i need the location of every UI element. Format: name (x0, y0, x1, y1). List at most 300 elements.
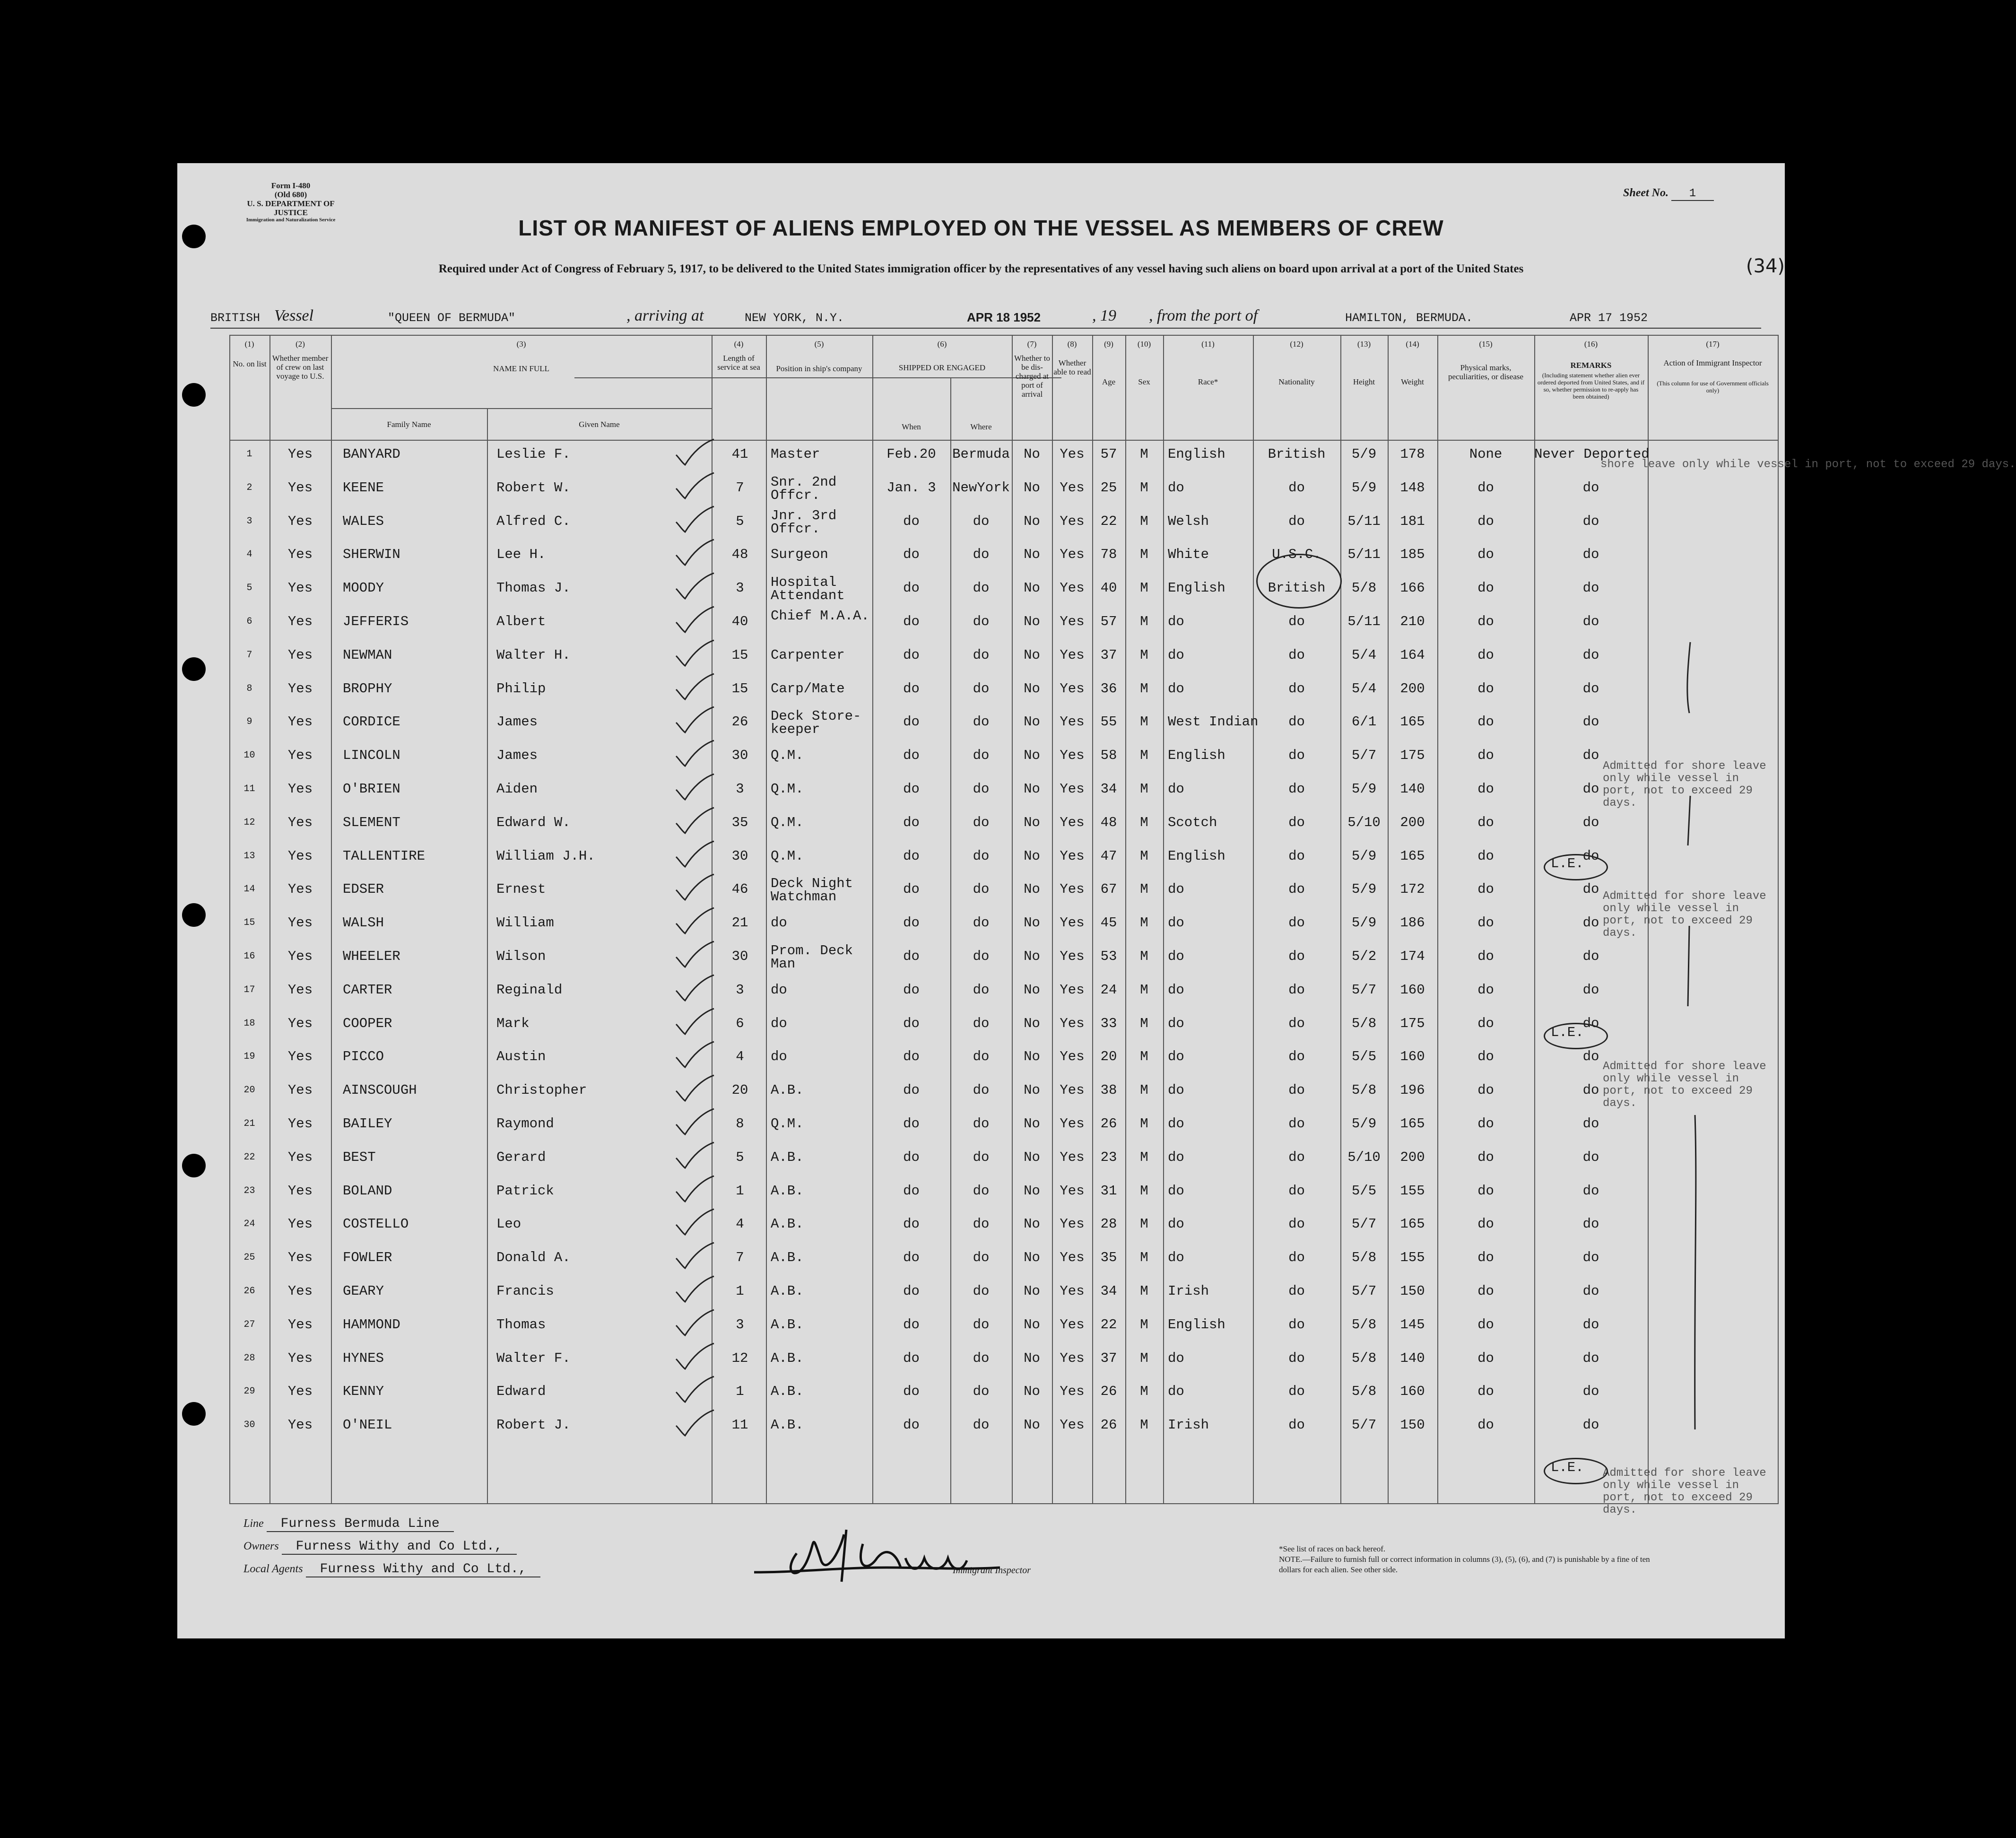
cell-remarks: do (1582, 1015, 1599, 1031)
cell-when: do (903, 1316, 920, 1333)
cell-no: 30 (243, 1420, 255, 1431)
cell-when: do (903, 1049, 920, 1065)
cell-family: HAMMOND (343, 1316, 400, 1333)
cell-read: Yes (1060, 1049, 1085, 1065)
cell-sex: M (1140, 781, 1148, 797)
agents-label: Local Agents (243, 1563, 303, 1575)
cell-position: Hospital Attendant (771, 575, 845, 604)
cell-read: Yes (1060, 1149, 1085, 1165)
cell-height: 5/9 (1351, 848, 1377, 864)
cell-when: do (903, 1216, 920, 1232)
cell-read: Yes (1060, 647, 1085, 663)
le-mark: L.E. (1551, 1025, 1584, 1040)
cell-when: do (903, 580, 920, 596)
cell-nationality: British (1268, 580, 1326, 596)
cell-weight: 175 (1400, 1015, 1425, 1031)
cell-race: do (1168, 1183, 1184, 1199)
cell-position: do (771, 915, 787, 931)
cell-service: 1 (736, 1183, 744, 1199)
cell-family: PICCO (343, 1049, 384, 1065)
cell-age: 57 (1100, 614, 1117, 629)
cell-family: JEFFERIS (343, 614, 409, 629)
cell-discharged: No (1024, 848, 1040, 864)
cell-family: SLEMENT (343, 814, 400, 830)
cell-discharged: No (1024, 580, 1040, 596)
cell-given: Edward W. (496, 814, 571, 830)
cell-sex: M (1140, 1250, 1148, 1266)
cell-physical: do (1477, 647, 1494, 663)
cell-sex: M (1140, 580, 1148, 596)
col-num: (17) (1706, 340, 1720, 348)
cell-member: Yes (287, 1316, 313, 1333)
cell-no: 23 (243, 1185, 255, 1196)
cell-where: do (973, 714, 990, 730)
cell-race: do (1168, 614, 1184, 629)
cell-member: Yes (287, 1384, 313, 1400)
cell-sex: M (1140, 1216, 1148, 1232)
cell-no: 15 (243, 917, 255, 929)
cell-remarks: do (1582, 614, 1599, 629)
cell-family: HYNES (343, 1350, 384, 1366)
cell-given: Robert W. (496, 479, 571, 496)
cell-member: Yes (287, 1417, 313, 1433)
cell-member: Yes (287, 1116, 313, 1132)
cell-family: BANYARD (343, 446, 400, 462)
cell-when: do (903, 1250, 920, 1266)
cell-where: do (973, 982, 990, 998)
cell-service: 5 (736, 513, 744, 529)
pen-marks (229, 335, 1778, 1504)
cell-when: do (903, 1015, 920, 1031)
col-num: (13) (1357, 340, 1371, 348)
cell-height: 5/11 (1347, 614, 1381, 629)
cell-where: do (973, 814, 990, 830)
cell-where: do (973, 647, 990, 663)
cell-sex: M (1140, 714, 1148, 730)
cell-family: WHEELER (343, 949, 400, 964)
cell-physical: do (1477, 1049, 1494, 1065)
cell-given: Thomas J. (496, 580, 571, 596)
cell-weight: 196 (1400, 1082, 1425, 1098)
vessel-name: "QUEEN OF BERMUDA" (388, 311, 516, 325)
footer-line (243, 1516, 454, 1531)
cell-sex: M (1140, 1350, 1148, 1366)
departure-date: APR 17 1952 (1570, 311, 1648, 325)
cell-age: 38 (1100, 1082, 1117, 1098)
cell-when: do (903, 1183, 920, 1199)
cell-service: 15 (731, 680, 748, 697)
cell-weight: 160 (1400, 1049, 1425, 1065)
cell-nationality: do (1288, 1082, 1305, 1098)
cell-race: do (1168, 915, 1184, 931)
cell-position: A.B. (771, 1082, 804, 1098)
cell-position: do (771, 1015, 787, 1031)
cell-height: 5/8 (1351, 1250, 1377, 1266)
col-num: (6) (937, 340, 947, 348)
cell-no: 24 (243, 1219, 255, 1230)
cell-nationality: British (1268, 446, 1326, 462)
cell-read: Yes (1060, 748, 1085, 764)
cell-position: Chief M.A.A. (771, 608, 869, 624)
cell-age: 34 (1100, 781, 1117, 797)
cell-read: Yes (1060, 446, 1085, 462)
cell-nationality: do (1288, 1015, 1305, 1031)
cell-sex: M (1140, 748, 1148, 764)
cell-nationality: do (1288, 1350, 1305, 1366)
cell-race: English (1168, 580, 1225, 596)
header-height: Height (1353, 377, 1375, 386)
cell-read: Yes (1060, 614, 1085, 629)
cell-service: 3 (736, 580, 744, 596)
cell-sex: M (1140, 949, 1148, 964)
cell-when: do (903, 915, 920, 931)
cell-weight: 164 (1400, 647, 1425, 663)
cell-family: CORDICE (343, 714, 400, 730)
cell-nationality: do (1288, 748, 1305, 764)
cell-nationality: do (1288, 647, 1305, 663)
cell-height: 5/8 (1351, 1350, 1377, 1366)
cell-position: do (771, 982, 787, 998)
cell-no: 5 (246, 583, 252, 594)
le-mark: L.E. (1551, 1460, 1584, 1475)
cell-height: 5/8 (1351, 1082, 1377, 1098)
cell-family: MOODY (343, 580, 384, 596)
cell-given: Ernest (496, 881, 546, 897)
departure-port: HAMILTON, BERMUDA. (1345, 311, 1473, 325)
cell-height: 5/9 (1351, 1116, 1377, 1132)
cell-no: 14 (243, 884, 255, 895)
cell-nationality: do (1288, 781, 1305, 797)
cell-when: do (903, 848, 920, 864)
cell-when: do (903, 1082, 920, 1098)
cell-read: Yes (1060, 1015, 1085, 1031)
cell-service: 7 (736, 1250, 744, 1266)
cell-read: Yes (1060, 1350, 1085, 1366)
col-num: (5) (814, 340, 824, 348)
cell-given: Edward (496, 1384, 546, 1400)
cell-weight: 185 (1400, 547, 1425, 563)
cell-given: William (496, 915, 554, 931)
cell-nationality: do (1288, 1183, 1305, 1199)
cell-read: Yes (1060, 1250, 1085, 1266)
cell-race: do (1168, 647, 1184, 663)
cell-given: Reginald (496, 982, 563, 998)
cell-height: 5/9 (1351, 781, 1377, 797)
cell-race: English (1168, 1316, 1225, 1333)
cell-nationality: do (1288, 714, 1305, 730)
cell-where: do (973, 1015, 990, 1031)
cell-service: 12 (731, 1350, 748, 1366)
cell-remarks: do (1582, 714, 1599, 730)
form-number: Form I-480 (271, 181, 311, 190)
cell-read: Yes (1060, 1316, 1085, 1333)
cell-weight: 178 (1400, 446, 1425, 462)
document-subtitle: Required under Act of Congress of February 5, 1917, to be delivered to the United States immigration officer by the representatives of any vessel having such aliens on board upon arrival at a port of the United States (438, 262, 1524, 275)
cell-service: 41 (731, 446, 748, 462)
cell-age: 28 (1100, 1216, 1117, 1232)
cell-read: Yes (1060, 479, 1085, 496)
cell-height: 5/11 (1347, 513, 1381, 529)
cell-read: Yes (1060, 1384, 1085, 1400)
footer-notes (1279, 1544, 1671, 1575)
cell-physical: do (1477, 479, 1494, 496)
cell-race: do (1168, 680, 1184, 697)
cell-service: 4 (736, 1049, 744, 1065)
cell-read: Yes (1060, 547, 1085, 563)
cell-race: West Indian (1168, 714, 1259, 730)
cell-age: 34 (1100, 1283, 1117, 1299)
cell-physical: do (1477, 1149, 1494, 1165)
cell-member: Yes (287, 614, 313, 629)
cell-height: 5/7 (1351, 982, 1377, 998)
cell-given: Alfred C. (496, 513, 571, 529)
cell-sex: M (1140, 915, 1148, 931)
cell-position: Q.M. (771, 1116, 804, 1132)
cell-height: 5/8 (1351, 580, 1377, 596)
header-weight: Weight (1401, 377, 1424, 386)
cell-discharged: No (1024, 1250, 1040, 1266)
cell-no: 12 (243, 817, 255, 828)
cell-nationality: do (1288, 1283, 1305, 1299)
cell-service: 21 (731, 915, 748, 931)
cell-remarks: do (1582, 1283, 1599, 1299)
cell-physical: do (1477, 1384, 1494, 1400)
cell-discharged: No (1024, 1116, 1040, 1132)
cell-remarks: do (1582, 1417, 1599, 1433)
cell-when: do (903, 647, 920, 663)
cell-height: 5/7 (1351, 748, 1377, 764)
header-where: Where (970, 422, 992, 431)
cell-height: 5/2 (1351, 949, 1377, 964)
cell-weight: 155 (1400, 1250, 1425, 1266)
cell-member: Yes (287, 1183, 313, 1199)
cell-member: Yes (287, 1082, 313, 1098)
cell-no: 2 (246, 482, 252, 493)
annotation-shore-leave: shore leave only while vessel in port, not to exceed 29 days. (1600, 458, 2016, 471)
cell-member: Yes (287, 479, 313, 496)
cell-member: Yes (287, 680, 313, 697)
cell-no: 19 (243, 1051, 255, 1063)
col-num: (8) (1067, 340, 1077, 348)
cell-remarks: do (1582, 1216, 1599, 1232)
cell-when: do (903, 1384, 920, 1400)
cell-race: do (1168, 1049, 1184, 1065)
cell-discharged: No (1024, 547, 1040, 563)
cell-when: do (903, 1116, 920, 1132)
cell-discharged: No (1024, 1015, 1040, 1031)
annotation-shore-leave: Admitted for shore leave only while vessel in port, not to exceed 29 days. (1603, 890, 1766, 940)
cell-service: 46 (731, 881, 748, 897)
cell-sex: M (1140, 1015, 1148, 1031)
cell-family: TALLENTIRE (343, 848, 426, 864)
cell-where: do (973, 1417, 990, 1433)
cell-position: Q.M. (771, 814, 804, 830)
cell-member: Yes (287, 781, 313, 797)
cell-weight: 150 (1400, 1283, 1425, 1299)
punch-hole (182, 657, 206, 681)
cell-service: 20 (731, 1082, 748, 1098)
cell-race: Irish (1168, 1417, 1209, 1433)
cell-service: 15 (731, 647, 748, 663)
cell-position: Carpenter (771, 647, 845, 663)
sheet-value: 1 (1671, 187, 1714, 201)
cell-discharged: No (1024, 1082, 1040, 1098)
cell-member: Yes (287, 446, 313, 462)
cell-weight: 140 (1400, 781, 1425, 797)
cell-where: do (973, 547, 990, 563)
cell-discharged: No (1024, 647, 1040, 663)
inspector-label: Immigrant Inspector (953, 1565, 1031, 1576)
cell-family: LINCOLN (343, 748, 400, 764)
cell-race: English (1168, 446, 1225, 462)
cell-physical: do (1477, 1015, 1494, 1031)
corner-mark: (34) (1746, 255, 1785, 277)
cell-when: Feb.20 (886, 446, 936, 462)
cell-where: do (973, 915, 990, 931)
vessel-flag: BRITISH (210, 311, 261, 325)
document-title: LIST OR MANIFEST OF ALIENS EMPLOYED ON THE VESSEL AS MEMBERS OF CREW (518, 216, 1444, 240)
cell-age: 47 (1100, 848, 1117, 864)
cell-sex: M (1140, 647, 1148, 663)
cell-given: James (496, 748, 538, 764)
cell-when: do (903, 714, 920, 730)
cell-no: 7 (246, 649, 252, 661)
cell-height: 5/9 (1351, 915, 1377, 931)
cell-given: Donald A. (496, 1250, 571, 1266)
cell-remarks: do (1582, 1116, 1599, 1132)
cell-height: 6/1 (1351, 714, 1377, 730)
cell-weight: 181 (1400, 513, 1425, 529)
cell-where: do (973, 748, 990, 764)
cell-member: Yes (287, 1283, 313, 1299)
cell-remarks: do (1582, 513, 1599, 529)
cell-nationality: do (1288, 1417, 1305, 1433)
header-remarks: REMARKS (1570, 361, 1612, 370)
cell-weight: 160 (1400, 982, 1425, 998)
cell-position: A.B. (771, 1216, 804, 1232)
manifest-sheet (177, 163, 2016, 1638)
cell-given: William J.H. (496, 848, 595, 864)
header-action: Action of Immigrant Inspector (1663, 358, 1762, 367)
cell-family: O'NEIL (343, 1417, 392, 1433)
cell-weight: 210 (1400, 614, 1425, 629)
note-races: *See list of races on back hereof. (1279, 1544, 1386, 1553)
cell-race: do (1168, 1350, 1184, 1366)
cell-physical: do (1477, 1183, 1494, 1199)
cell-no: 1 (246, 449, 252, 460)
cell-read: Yes (1060, 881, 1085, 897)
cell-no: 4 (246, 549, 252, 560)
cell-discharged: No (1024, 881, 1040, 897)
cell-service: 40 (731, 614, 748, 629)
cell-service: 4 (736, 1216, 744, 1232)
cell-no: 9 (246, 716, 252, 728)
cell-position: A.B. (771, 1283, 804, 1299)
cell-sex: M (1140, 1183, 1148, 1199)
cell-when: do (903, 547, 920, 563)
cell-position: Master (771, 446, 820, 462)
cell-remarks: do (1582, 1316, 1599, 1333)
cell-race: do (1168, 1082, 1184, 1098)
cell-nationality: do (1288, 513, 1305, 529)
crew-table (229, 335, 2016, 1516)
cell-where: do (973, 1183, 990, 1199)
cell-read: Yes (1060, 1283, 1085, 1299)
header-sex: Sex (1138, 377, 1150, 386)
cell-sex: M (1140, 479, 1148, 496)
cell-read: Yes (1060, 814, 1085, 830)
cell-given: Mark (496, 1015, 530, 1031)
cell-no: 10 (243, 750, 255, 761)
cell-position: Prom. Deck Man (771, 943, 853, 972)
cell-physical: do (1477, 848, 1494, 864)
cell-when: do (903, 814, 920, 830)
cell-member: Yes (287, 982, 313, 998)
cell-no: 17 (243, 984, 255, 995)
cell-family: FOWLER (343, 1250, 392, 1266)
cell-sex: M (1140, 680, 1148, 697)
col-num: (9) (1104, 340, 1113, 348)
cell-physical: do (1477, 949, 1494, 964)
cell-nationality: do (1288, 614, 1305, 629)
cell-race: do (1168, 1250, 1184, 1266)
cell-physical: do (1477, 580, 1494, 596)
cell-discharged: No (1024, 479, 1040, 496)
header-remarks-note: (Including statement whether alien ever ordered deported from United States, and if so, whether permission to re-apply has been obtained) (1537, 372, 1645, 400)
note-failure: NOTE.—Failure to furnish full or correct information in columns (3), (5), (6), and (7) is punishable by a fine of ten dollars for each alien. See other side. (1279, 1555, 1650, 1574)
cell-nationality: do (1288, 1216, 1305, 1232)
inspector-signature (745, 1501, 1009, 1596)
cell-age: 48 (1100, 814, 1117, 830)
cell-member: Yes (287, 580, 313, 596)
cell-family: COOPER (343, 1015, 392, 1031)
le-mark: L.E. (1551, 856, 1584, 871)
cell-remarks: do (1582, 982, 1599, 998)
cell-age: 36 (1100, 680, 1117, 697)
header-when: When (902, 422, 921, 431)
cell-where: do (973, 848, 990, 864)
cell-where: do (973, 1049, 990, 1065)
cell-member: Yes (287, 848, 313, 864)
cell-when: do (903, 748, 920, 764)
cell-sex: M (1140, 848, 1148, 864)
cell-member: Yes (287, 1216, 313, 1232)
cell-sex: M (1140, 1283, 1148, 1299)
cell-no: 28 (243, 1352, 255, 1364)
cell-discharged: No (1024, 1417, 1040, 1433)
cell-family: EDSER (343, 881, 384, 897)
cell-remarks: do (1582, 547, 1599, 563)
cell-age: 26 (1100, 1384, 1117, 1400)
punch-hole (182, 1154, 206, 1177)
cell-given: Albert (496, 614, 546, 629)
cell-position: A.B. (771, 1149, 804, 1165)
cell-race: Irish (1168, 1283, 1209, 1299)
cell-member: Yes (287, 547, 313, 563)
cell-given: Leo (496, 1216, 521, 1232)
cell-physical: do (1477, 915, 1494, 931)
cell-age: 37 (1100, 1350, 1117, 1366)
cell-read: Yes (1060, 1216, 1085, 1232)
cell-remarks: do (1582, 814, 1599, 830)
punch-hole (182, 1402, 206, 1426)
cell-age: 78 (1100, 547, 1117, 563)
cell-when: do (903, 513, 920, 529)
cell-age: 58 (1100, 748, 1117, 764)
header-age: Age (1102, 377, 1116, 386)
cell-weight: 175 (1400, 748, 1425, 764)
cell-nationality: do (1288, 1149, 1305, 1165)
